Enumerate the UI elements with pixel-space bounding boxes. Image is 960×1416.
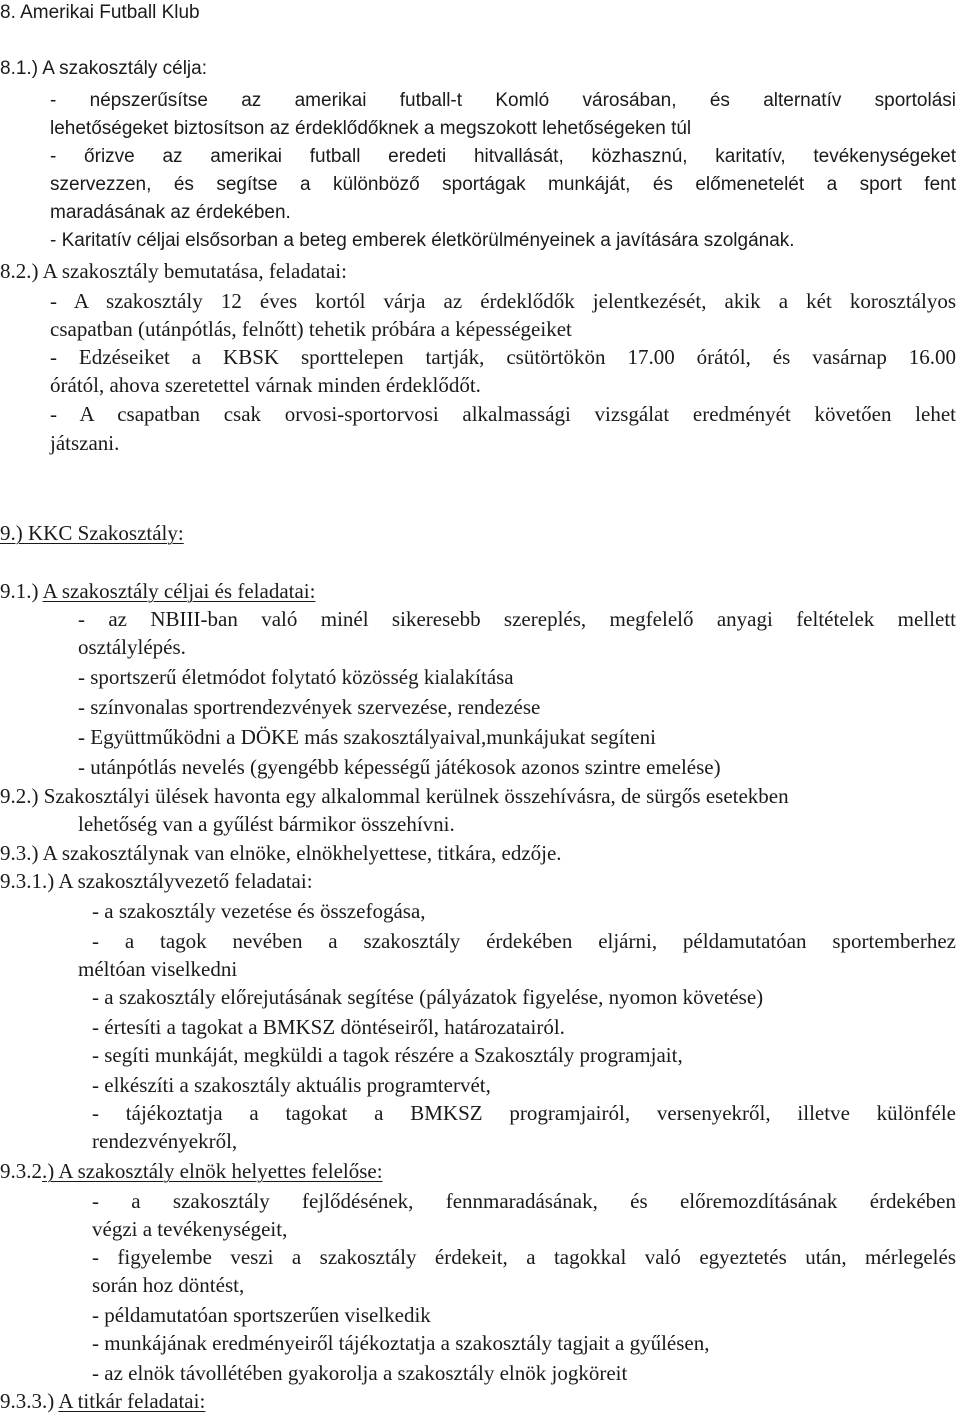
section-9-3-1-title: 9.3.1.) A szakosztályvezető feladatai:: [0, 869, 313, 893]
list-item: - a szakosztály előrejutásának segítése (pályázatok figyelése, nyomon követése): [92, 985, 764, 1009]
section-9-3-2-title: .) A szakosztály elnök helyettes felelőse:: [42, 1159, 383, 1183]
list-item: - tájékoztatja a tagokat a BMKSZ programjairól, versenyekről, illetve különféle: [92, 1101, 956, 1125]
list-item: - utánpótlás nevelés (gyengébb képességű játékosok azonos szintre emelése): [78, 755, 721, 779]
list-item: - a tagok nevében a szakosztály érdekében eljárni, példamutatóan sportemberhez: [92, 929, 956, 953]
section-9-3-line: 9.3.) A szakosztálynak van elnöke, elnökhelyettese, titkára, edzője.: [0, 841, 562, 865]
paragraph-line: lehetőségeket biztosítson az érdeklődőknek a megszokott lehetőségeken túl: [50, 118, 692, 139]
paragraph-line: - Karitatív céljai elsősorban a beteg emberek életkörülményeinek a javítására szolgának.: [50, 230, 795, 251]
section-9-3-2-title-row: [0, 1158, 383, 1184]
paragraph-line: szervezzen, és segítse a különböző sportágak munkáját, és előmenetelét a sport fent: [50, 174, 956, 195]
section-9-2-line: 9.2.) Szakosztályi ülések havonta egy alkalommal kerülnek összehívásra, de sürgős esetekben: [0, 784, 789, 808]
section-9-1-title-row: [0, 578, 315, 604]
list-item: - az elnök távollétében gyakorolja a szakosztály elnök jogköreit: [92, 1361, 628, 1385]
list-item: - az NBIII-ban való minél sikeresebb szereplés, megfelelő anyagi feltételek mellett: [78, 607, 956, 631]
paragraph-line: játszani.: [50, 431, 120, 455]
list-item: méltóan viselkedni: [78, 957, 238, 981]
section-8-2-title: 8.2.) A szakosztály bemutatása, feladatai:: [0, 259, 347, 283]
paragraph-line: órától, ahova szeretettel várnak minden érdeklődőt.: [50, 373, 481, 397]
section-9-heading: 9.) KKC Szakosztály:: [0, 521, 184, 545]
paragraph-line: maradásának az érdekében.: [50, 202, 291, 223]
list-item: - értesíti a tagokat a BMKSZ döntéseiről, határozatairól.: [92, 1015, 565, 1039]
section-9-2-line: lehetőség van a gyűlést bármikor összehívni.: [78, 812, 455, 836]
section-9-1-title: A szakosztály céljai és feladatai:: [42, 579, 316, 603]
section-8-1-title: 8.1.) A szakosztály célja:: [0, 58, 207, 79]
section-8-heading: 8. Amerikai Futball Klub: [0, 2, 200, 23]
section-9-3-3-title: A titkár feladatai:: [58, 1389, 206, 1413]
list-item: során hoz döntést,: [92, 1273, 245, 1297]
list-item: - példamutatóan sportszerűen viselkedik: [92, 1303, 431, 1327]
list-item: végzi a tevékenységeit,: [92, 1217, 288, 1241]
paragraph-line: - őrizve az amerikai futball eredeti hitvallását, közhasznú, karitatív, tevékenységeket: [50, 146, 956, 167]
list-item: - segíti munkáját, megküldi a tagok részére a Szakosztály programjait,: [92, 1043, 683, 1067]
paragraph-line: - A csapatban csak orvosi-sportorvosi alkalmassági vizsgálat eredményét követően lehet: [50, 402, 956, 426]
section-number: 9.1.): [0, 579, 39, 603]
list-item: - munkájának eredményeiről tájékoztatja a szakosztály tagjait a gyűlésen,: [92, 1331, 710, 1355]
list-item: - figyelembe veszi a szakosztály érdekeit, a tagokkal való egyeztetés után, mérlegelés: [92, 1245, 956, 1269]
list-item: - sportszerű életmódot folytató közösség kialakítása: [78, 665, 514, 689]
paragraph-line: - népszerűsítse az amerikai futball-t Komló városában, és alternatív sportolási: [50, 90, 956, 111]
paragraph-line: csapatban (utánpótlás, felnőtt) tehetik próbára a képességeiket: [50, 317, 572, 341]
section-number: 9.3.2: [0, 1159, 42, 1183]
list-item: - színvonalas sportrendezvények szervezése, rendezése: [78, 695, 541, 719]
section-number: 9.3.3.): [0, 1389, 55, 1413]
paragraph-line: - Edzéseiket a KBSK sporttelepen tartják, csütörtökön 17.00 órától, és vasárnap 16.00: [50, 345, 956, 369]
paragraph-line: - A szakosztály 12 éves kortól várja az érdeklődők jelentkezését, akik a két korosztályos: [50, 289, 956, 313]
list-item: - a szakosztály vezetése és összefogása,: [92, 899, 426, 923]
list-item: - Együttműködni a DÖKE más szakosztályaival,munkájukat segíteni: [78, 725, 656, 749]
list-item: - elkészíti a szakosztály aktuális programtervét,: [92, 1073, 491, 1097]
list-item: rendezvényekről,: [92, 1129, 238, 1153]
section-9-3-3-title-row: [0, 1388, 205, 1414]
list-item: - a szakosztály fejlődésének, fennmaradásának, és előremozdításának érdekében: [92, 1189, 956, 1213]
list-item: osztálylépés.: [78, 635, 186, 659]
